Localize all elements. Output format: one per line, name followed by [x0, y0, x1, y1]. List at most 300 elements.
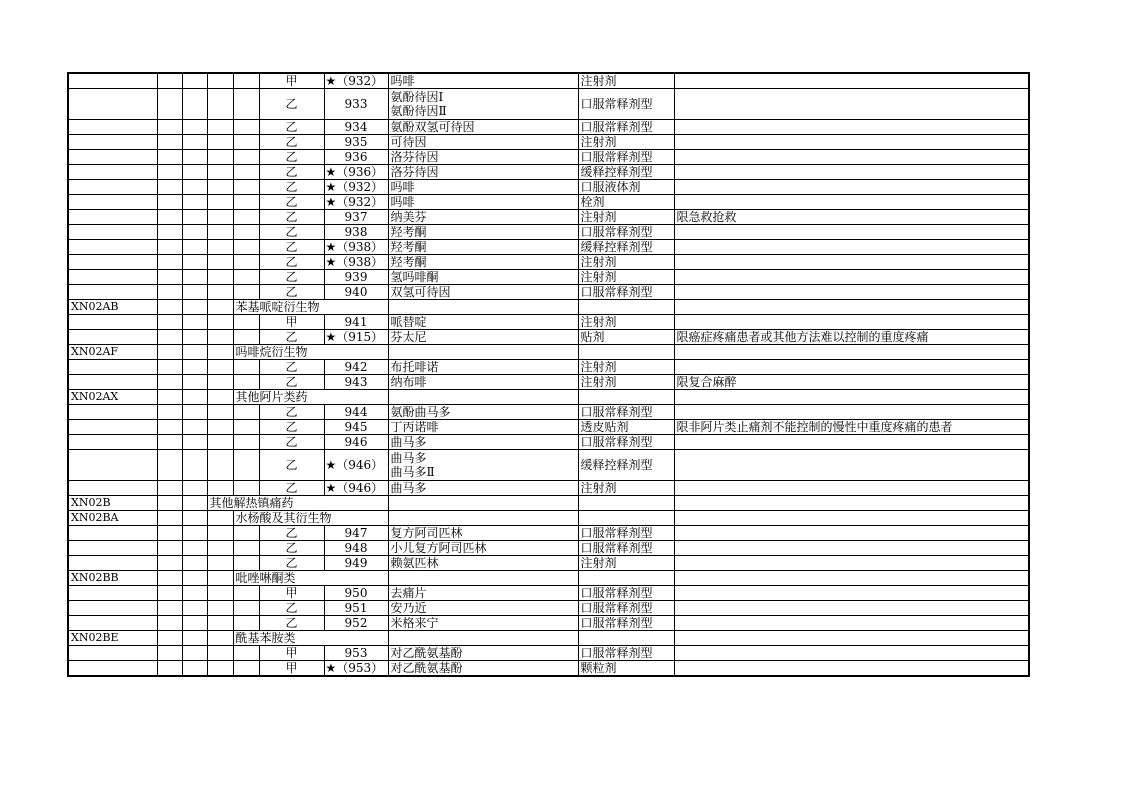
empty-cell [233, 120, 259, 135]
empty-cell [68, 270, 157, 285]
dosage-form: 注射剂 [578, 315, 674, 330]
empty-cell [388, 571, 578, 586]
grade-cell: 乙 [259, 375, 324, 390]
empty-cell [207, 571, 233, 586]
empty-cell [157, 210, 182, 225]
empty-cell [233, 556, 259, 571]
remark [674, 541, 1029, 556]
empty-cell [157, 225, 182, 240]
empty-cell [157, 601, 182, 616]
dosage-form: 注射剂 [578, 556, 674, 571]
empty-cell [182, 180, 207, 195]
remark [674, 481, 1029, 496]
dosage-form: 口服常释剂型 [578, 285, 674, 300]
empty-cell [68, 450, 157, 481]
drug-name: 洛芬待因 [388, 165, 578, 180]
remark [674, 586, 1029, 601]
grade-cell: 甲 [259, 586, 324, 601]
empty-cell [157, 270, 182, 285]
empty-cell [68, 526, 157, 541]
drug-name: 曲马多 [388, 481, 578, 496]
drug-number: 936 [324, 150, 388, 165]
drug-row [68, 435, 1029, 450]
remark [674, 435, 1029, 450]
category-name: 其他解热镇痛药 [207, 496, 233, 511]
empty-cell [68, 180, 157, 195]
drug-number: 948 [324, 541, 388, 556]
empty-cell [182, 270, 207, 285]
remark [674, 360, 1029, 375]
empty-cell [388, 300, 578, 315]
category-row [68, 571, 1029, 586]
empty-cell [578, 511, 674, 526]
category-name: 吗啡烷衍生物 [233, 345, 259, 360]
drug-name: 纳布啡 [388, 375, 578, 390]
empty-cell [182, 150, 207, 165]
empty-cell [157, 180, 182, 195]
empty-cell [207, 165, 233, 180]
dosage-form: 口服常释剂型 [578, 225, 674, 240]
dosage-form: 注射剂 [578, 135, 674, 150]
remark [674, 135, 1029, 150]
empty-cell [233, 315, 259, 330]
empty-cell [207, 420, 233, 435]
remark [674, 150, 1029, 165]
remark: 限复合麻醉 [674, 375, 1029, 390]
grade-cell: 乙 [259, 435, 324, 450]
empty-cell [207, 616, 233, 631]
category-row [68, 300, 1029, 315]
drug-row [68, 661, 1029, 677]
category-name: 酰基苯胺类 [233, 631, 259, 646]
category-code: XN02BA [68, 511, 157, 526]
drug-name: 复方阿司匹林 [388, 526, 578, 541]
grade-cell: 乙 [259, 556, 324, 571]
empty-cell [182, 526, 207, 541]
empty-cell [157, 405, 182, 420]
empty-cell [157, 390, 182, 405]
drug-name: 氨酚待因Ⅰ 氨酚待因Ⅱ [388, 89, 578, 120]
remark [674, 285, 1029, 300]
dosage-form: 注射剂 [578, 375, 674, 390]
empty-cell [233, 435, 259, 450]
empty-cell [207, 270, 233, 285]
remark [674, 73, 1029, 89]
empty-cell [233, 661, 259, 677]
dosage-form: 透皮贴剂 [578, 420, 674, 435]
empty-cell [68, 435, 157, 450]
drug-number: 950 [324, 586, 388, 601]
category-row [68, 511, 1029, 526]
empty-cell [68, 586, 157, 601]
drug-name: 丁丙诺啡 [388, 420, 578, 435]
grade-cell: 乙 [259, 541, 324, 556]
empty-cell [157, 631, 182, 646]
category-code: XN02AF [68, 345, 157, 360]
drug-row [68, 180, 1029, 195]
drug-row [68, 255, 1029, 270]
remark [674, 601, 1029, 616]
empty-cell [157, 556, 182, 571]
empty-cell [157, 375, 182, 390]
dosage-form: 口服常释剂型 [578, 541, 674, 556]
empty-cell [157, 255, 182, 270]
empty-cell [207, 195, 233, 210]
empty-cell [388, 631, 578, 646]
drug-number: 949 [324, 556, 388, 571]
drug-name: 吗啡 [388, 180, 578, 195]
empty-cell [233, 330, 259, 345]
empty-cell [207, 481, 233, 496]
dosage-form: 缓释控释剂型 [578, 450, 674, 481]
grade-cell: 乙 [259, 195, 324, 210]
empty-cell [157, 120, 182, 135]
empty-cell [68, 210, 157, 225]
drug-row [68, 120, 1029, 135]
empty-cell [182, 556, 207, 571]
grade-cell: 乙 [259, 120, 324, 135]
drug-number: 937 [324, 210, 388, 225]
dosage-form: 缓释控释剂型 [578, 165, 674, 180]
empty-cell [233, 240, 259, 255]
empty-cell [233, 526, 259, 541]
empty-cell [157, 586, 182, 601]
category-name: 其他阿片类药 [233, 390, 259, 405]
empty-cell [182, 405, 207, 420]
remark [674, 661, 1029, 677]
empty-cell [182, 571, 207, 586]
drug-row [68, 481, 1029, 496]
dosage-form: 注射剂 [578, 270, 674, 285]
grade-cell: 甲 [259, 73, 324, 89]
remark [674, 240, 1029, 255]
grade-cell: 乙 [259, 270, 324, 285]
grade-cell: 乙 [259, 89, 324, 120]
remark [674, 405, 1029, 420]
drug-row [68, 450, 1029, 481]
empty-cell [68, 601, 157, 616]
empty-cell [233, 616, 259, 631]
empty-cell [68, 541, 157, 556]
empty-cell [68, 646, 157, 661]
empty-cell [207, 315, 233, 330]
drug-name: 可待因 [388, 135, 578, 150]
dosage-form: 颗粒剂 [578, 661, 674, 677]
remark [674, 180, 1029, 195]
empty-cell [207, 661, 233, 677]
empty-cell [207, 210, 233, 225]
category-code: XN02AX [68, 390, 157, 405]
drug-number: 935 [324, 135, 388, 150]
empty-cell [157, 315, 182, 330]
drug-row [68, 73, 1029, 89]
empty-cell [233, 210, 259, 225]
remark [674, 195, 1029, 210]
category-name: 水杨酸及其衍生物 [233, 511, 259, 526]
grade-cell: 乙 [259, 330, 324, 345]
empty-cell [207, 435, 233, 450]
remark: 限非阿片类止痛剂不能控制的慢性中重度疼痛的患者 [674, 420, 1029, 435]
grade-cell: 乙 [259, 601, 324, 616]
drug-row [68, 210, 1029, 225]
remark: 限急救抢救 [674, 210, 1029, 225]
drug-name: 芬太尼 [388, 330, 578, 345]
empty-cell [233, 73, 259, 89]
empty-cell [182, 120, 207, 135]
empty-cell [207, 300, 233, 315]
drug-row [68, 240, 1029, 255]
drug-catalog-table [67, 72, 1030, 677]
dosage-form: 贴剂 [578, 330, 674, 345]
empty-cell [68, 120, 157, 135]
empty-cell [207, 285, 233, 300]
dosage-form: 注射剂 [578, 255, 674, 270]
empty-cell [233, 646, 259, 661]
empty-cell [674, 300, 1029, 315]
category-code: XN02B [68, 496, 157, 511]
empty-cell [674, 571, 1029, 586]
drug-row [68, 270, 1029, 285]
empty-cell [157, 541, 182, 556]
drug-name: 吗啡 [388, 73, 578, 89]
dosage-form: 口服常释剂型 [578, 616, 674, 631]
empty-cell [182, 631, 207, 646]
empty-cell [182, 330, 207, 345]
empty-cell [578, 496, 674, 511]
empty-cell [182, 240, 207, 255]
grade-cell: 乙 [259, 481, 324, 496]
drug-row [68, 315, 1029, 330]
empty-cell [68, 556, 157, 571]
drug-number: ★（946） [324, 450, 388, 481]
drug-number: ★（932） [324, 195, 388, 210]
empty-cell [182, 360, 207, 375]
empty-cell [182, 165, 207, 180]
empty-cell [233, 150, 259, 165]
empty-cell [233, 601, 259, 616]
empty-cell [207, 360, 233, 375]
drug-number: 938 [324, 225, 388, 240]
category-row [68, 345, 1029, 360]
drug-number: 944 [324, 405, 388, 420]
empty-cell [233, 481, 259, 496]
empty-cell [578, 390, 674, 405]
drug-row [68, 195, 1029, 210]
empty-cell [233, 375, 259, 390]
empty-cell [182, 195, 207, 210]
drug-number: 947 [324, 526, 388, 541]
empty-cell [674, 496, 1029, 511]
dosage-form: 口服常释剂型 [578, 435, 674, 450]
empty-cell [68, 481, 157, 496]
drug-row [68, 420, 1029, 435]
empty-cell [324, 345, 388, 360]
drug-name: 赖氨匹林 [388, 556, 578, 571]
drug-number: ★（953） [324, 661, 388, 677]
drug-name: 氢吗啡酮 [388, 270, 578, 285]
empty-cell [68, 255, 157, 270]
grade-cell: 乙 [259, 405, 324, 420]
empty-cell [578, 300, 674, 315]
empty-cell [68, 330, 157, 345]
empty-cell [68, 375, 157, 390]
drug-number: 939 [324, 270, 388, 285]
empty-cell [68, 89, 157, 120]
drug-row [68, 225, 1029, 240]
drug-row [68, 89, 1029, 120]
dosage-form: 口服常释剂型 [578, 526, 674, 541]
empty-cell [324, 300, 388, 315]
empty-cell [578, 571, 674, 586]
remark: 限癌症疼痛患者或其他方法难以控制的重度疼痛 [674, 330, 1029, 345]
dosage-form: 口服常释剂型 [578, 89, 674, 120]
empty-cell [182, 541, 207, 556]
drug-row [68, 360, 1029, 375]
empty-cell [68, 360, 157, 375]
empty-cell [182, 661, 207, 677]
empty-cell [207, 225, 233, 240]
empty-cell [233, 255, 259, 270]
drug-number: 934 [324, 120, 388, 135]
empty-cell [207, 556, 233, 571]
grade-cell: 乙 [259, 165, 324, 180]
drug-number: 945 [324, 420, 388, 435]
remark [674, 165, 1029, 180]
remark [674, 255, 1029, 270]
empty-cell [182, 89, 207, 120]
empty-cell [157, 285, 182, 300]
drug-name: 安乃近 [388, 601, 578, 616]
empty-cell [157, 420, 182, 435]
drug-name: 小儿复方阿司匹林 [388, 541, 578, 556]
category-row [68, 390, 1029, 405]
empty-cell [207, 511, 233, 526]
empty-cell [207, 390, 233, 405]
grade-cell: 乙 [259, 210, 324, 225]
remark [674, 556, 1029, 571]
empty-cell [207, 450, 233, 481]
drug-row [68, 601, 1029, 616]
drug-number: 943 [324, 375, 388, 390]
empty-cell [157, 73, 182, 89]
drug-name: 哌替啶 [388, 315, 578, 330]
empty-cell [233, 135, 259, 150]
grade-cell: 乙 [259, 150, 324, 165]
drug-row [68, 165, 1029, 180]
empty-cell [157, 240, 182, 255]
empty-cell [233, 586, 259, 601]
empty-cell [207, 526, 233, 541]
drug-number: 933 [324, 89, 388, 120]
drug-number: ★（938） [324, 240, 388, 255]
drug-name: 氨酚双氢可待因 [388, 120, 578, 135]
dosage-form: 口服常释剂型 [578, 601, 674, 616]
empty-cell [182, 285, 207, 300]
empty-cell [324, 390, 388, 405]
empty-cell [182, 511, 207, 526]
empty-cell [207, 345, 233, 360]
grade-cell: 乙 [259, 285, 324, 300]
drug-number: 946 [324, 435, 388, 450]
empty-cell [233, 270, 259, 285]
grade-cell: 乙 [259, 450, 324, 481]
empty-cell [157, 661, 182, 677]
empty-cell [182, 586, 207, 601]
empty-cell [388, 390, 578, 405]
empty-cell [182, 646, 207, 661]
empty-cell [207, 240, 233, 255]
drug-row [68, 586, 1029, 601]
empty-cell [182, 481, 207, 496]
category-row [68, 631, 1029, 646]
drug-number: 942 [324, 360, 388, 375]
drug-number: 951 [324, 601, 388, 616]
empty-cell [324, 511, 388, 526]
grade-cell: 乙 [259, 135, 324, 150]
empty-cell [157, 195, 182, 210]
drug-number: ★（932） [324, 73, 388, 89]
drug-name: 曲马多 曲马多Ⅱ [388, 450, 578, 481]
drug-row [68, 616, 1029, 631]
drug-name: 洛芬待因 [388, 150, 578, 165]
empty-cell [68, 315, 157, 330]
grade-cell: 甲 [259, 315, 324, 330]
empty-cell [68, 225, 157, 240]
drug-name: 纳美芬 [388, 210, 578, 225]
drug-number: ★（938） [324, 255, 388, 270]
empty-cell [157, 481, 182, 496]
drug-number: ★（936） [324, 165, 388, 180]
empty-cell [68, 240, 157, 255]
empty-cell [182, 255, 207, 270]
category-name: 苯基哌啶衍生物 [233, 300, 259, 315]
drug-name: 氨酚曲马多 [388, 405, 578, 420]
empty-cell [68, 420, 157, 435]
category-code: XN02BE [68, 631, 157, 646]
empty-cell [233, 195, 259, 210]
empty-cell [68, 405, 157, 420]
empty-cell [324, 631, 388, 646]
empty-cell [157, 360, 182, 375]
empty-cell [578, 345, 674, 360]
drug-number: 940 [324, 285, 388, 300]
empty-cell [207, 375, 233, 390]
drug-name: 吗啡 [388, 195, 578, 210]
grade-cell: 乙 [259, 420, 324, 435]
empty-cell [182, 450, 207, 481]
empty-cell [157, 496, 182, 511]
drug-name: 双氢可待因 [388, 285, 578, 300]
empty-cell [207, 255, 233, 270]
empty-cell [207, 120, 233, 135]
empty-cell [388, 496, 578, 511]
empty-cell [157, 526, 182, 541]
empty-cell [157, 89, 182, 120]
empty-cell [157, 616, 182, 631]
drug-number: ★（946） [324, 481, 388, 496]
remark [674, 225, 1029, 240]
grade-cell: 乙 [259, 240, 324, 255]
empty-cell [233, 180, 259, 195]
grade-cell: 乙 [259, 180, 324, 195]
dosage-form: 口服常释剂型 [578, 646, 674, 661]
empty-cell [157, 150, 182, 165]
grade-cell: 甲 [259, 646, 324, 661]
grade-cell: 乙 [259, 255, 324, 270]
empty-cell [207, 631, 233, 646]
drug-name: 羟考酮 [388, 255, 578, 270]
empty-cell [233, 450, 259, 481]
